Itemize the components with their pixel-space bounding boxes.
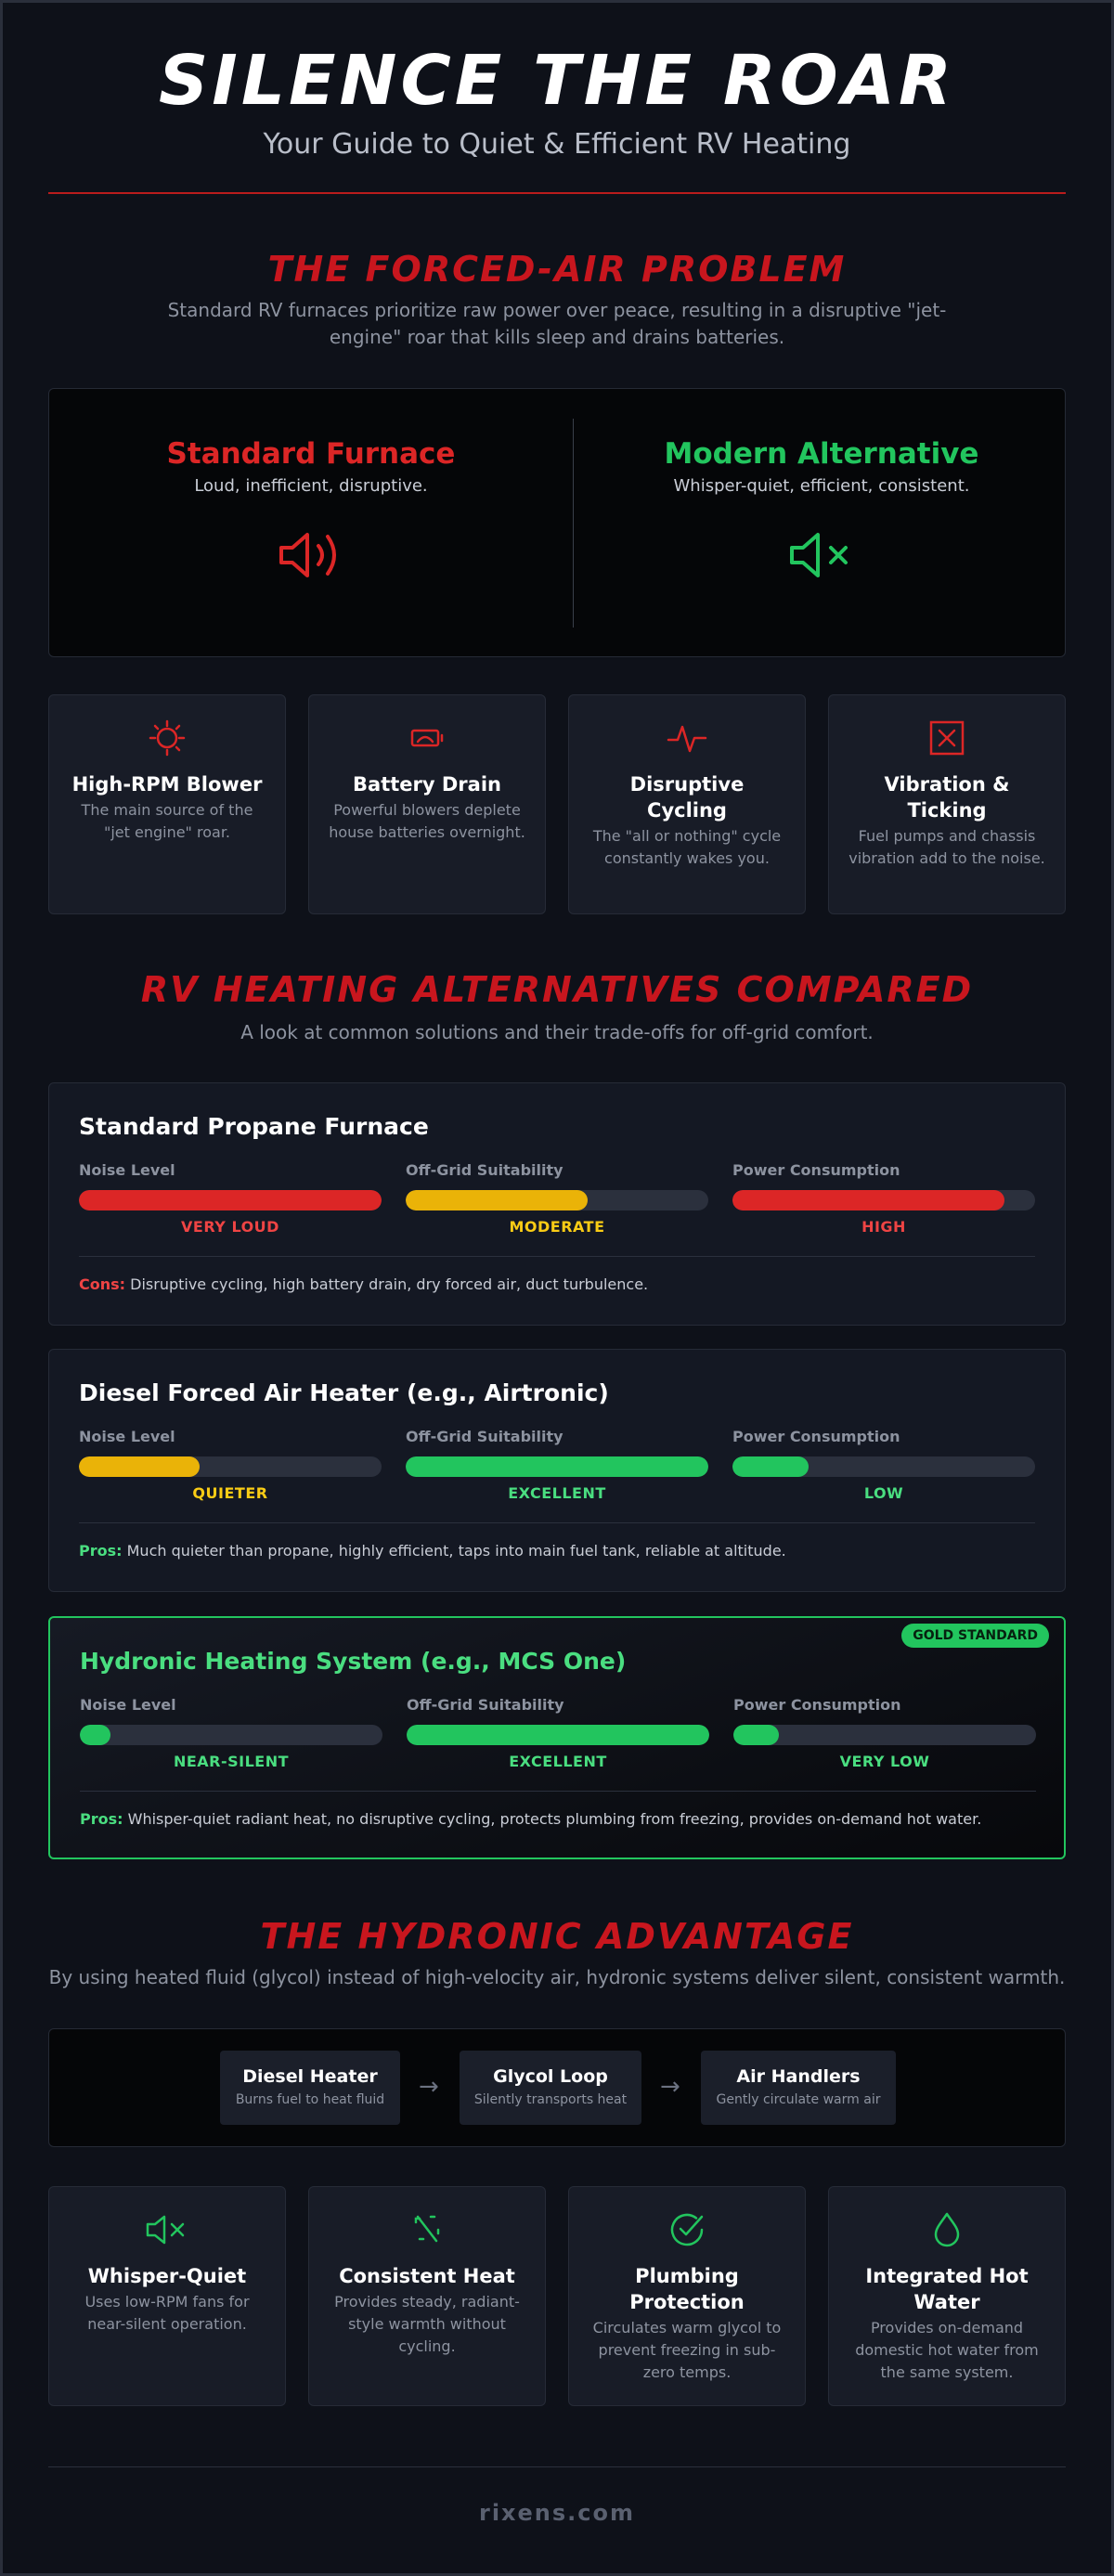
metric-fill [406, 1456, 708, 1477]
advantage-card-consistent [308, 2186, 546, 2406]
metric-label: Noise Level [79, 1161, 175, 1179]
metric-track [79, 1456, 382, 1477]
metric-value: EXCELLENT [508, 1484, 606, 1502]
card-title: High-RPM Blower [71, 773, 263, 796]
heat-slash-icon [407, 2209, 447, 2250]
note-text: Whisper-quiet radiant heat, no disruptive cycling, protects plumbing from freezing, provides on-demand hot water. [127, 1810, 982, 1828]
standard-furnace-title: Standard Furnace [166, 437, 456, 471]
metric-label: Noise Level [80, 1696, 176, 1714]
metric-fill [80, 1725, 110, 1745]
header-divider [48, 192, 1066, 194]
heater-name: Hydronic Heating System (e.g., MCS One) [80, 1648, 627, 1675]
footer-site-link[interactable]: rixens.com [478, 2500, 636, 2526]
problem-card-blower [48, 694, 286, 914]
metric [732, 1428, 1035, 1502]
metric-label: Power Consumption [732, 1161, 900, 1179]
metric [79, 1428, 382, 1502]
note-text: Disruptive cycling, high battery drain, dry forced air, duct turbulence. [130, 1275, 649, 1293]
card-desc: Fuel pumps and chassis vibration add to the noise. [848, 827, 1045, 867]
note-text: Much quieter than propane, highly efficient, taps into main fuel tank, reliable at altitude. [126, 1542, 786, 1560]
metric-fill [407, 1725, 709, 1745]
x-box-icon [926, 718, 967, 758]
pulse-icon [667, 718, 707, 758]
metric-fill [79, 1456, 200, 1477]
card-desc: The main source of the "jet engine" roar. [81, 801, 253, 841]
heater-metrics [80, 1696, 1036, 1770]
card-title: Whisper-Quiet [87, 2265, 247, 2287]
heater-panel-hydronic [48, 1616, 1066, 1859]
advantage-card-plumbing [568, 2186, 806, 2406]
flow-node-title: Glycol Loop [493, 2066, 608, 2087]
metric [733, 1696, 1036, 1770]
problem-card-cycling [568, 694, 806, 914]
metric-fill [733, 1725, 779, 1745]
heater-name: Standard Propane Furnace [79, 1113, 429, 1140]
problem-title: THE FORCED-AIR PROBLEM [267, 249, 847, 290]
metric-fill [732, 1456, 809, 1477]
card-desc: Uses low-RPM fans for near-silent operation. [84, 2293, 250, 2333]
metric-fill [406, 1190, 588, 1210]
heater-metrics [79, 1428, 1035, 1502]
heater-name: Diesel Forced Air Heater (e.g., Airtronic) [79, 1379, 609, 1406]
metric-fill [79, 1190, 382, 1210]
metric [80, 1696, 382, 1770]
heater-metrics [79, 1161, 1035, 1236]
card-title: Plumbing Protection [629, 2265, 745, 2313]
flow-node-desc: Gently circulate warm air [716, 2092, 881, 2107]
flow-node-title: Diesel Heater [242, 2066, 378, 2087]
footer-divider [48, 2466, 1066, 2467]
flow-node-air-handlers [701, 2051, 896, 2125]
flow-node-glycol-loop [460, 2051, 641, 2125]
metric-track [80, 1725, 382, 1745]
panel-divider [80, 1791, 1036, 1792]
metric-value: QUIETER [192, 1484, 268, 1502]
check-circle-icon [667, 2209, 707, 2250]
metric-track [407, 1725, 709, 1745]
metric-value: EXCELLENT [509, 1753, 607, 1770]
metric-track [406, 1190, 708, 1210]
heater-panel-diesel [48, 1349, 1066, 1592]
arrow-right-icon: → [660, 2073, 680, 2101]
furnace-comparison-panel [48, 388, 1066, 657]
metric [406, 1161, 708, 1236]
metric-label: Off-Grid Suitability [407, 1696, 564, 1714]
note-label: Pros: [79, 1542, 123, 1560]
heater-note [80, 1810, 1036, 1828]
advantage-subtitle: By using heated fluid (glycol) instead of high-velocity air, hydronic systems deliver silent, consistent warmth. [48, 1966, 1066, 1988]
metric-fill [732, 1190, 1004, 1210]
flow-node-diesel-heater [220, 2051, 400, 2125]
metric-label: Off-Grid Suitability [406, 1428, 563, 1445]
standard-furnace-column [79, 437, 543, 587]
metric-value: MODERATE [509, 1218, 605, 1236]
card-title: Vibration & Ticking [884, 773, 1010, 822]
heater-note [79, 1542, 1035, 1560]
metric-label: Off-Grid Suitability [406, 1161, 563, 1179]
metric [79, 1161, 382, 1236]
metric-label: Noise Level [79, 1428, 175, 1445]
problem-subtitle: Standard RV furnaces prioritize raw power over peace, resulting in a disruptive "jet-engine" roar that kills sleep and drains batteries. [167, 299, 947, 348]
card-title: Integrated Hot Water [865, 2265, 1029, 2313]
flow-node-title: Air Handlers [736, 2066, 861, 2087]
metric-track [79, 1190, 382, 1210]
alternatives-title: RV HEATING ALTERNATIVES COMPARED [140, 969, 974, 1010]
metric [406, 1428, 708, 1502]
metric-label: Power Consumption [732, 1428, 900, 1445]
metric-track [732, 1456, 1035, 1477]
card-title: Disruptive Cycling [629, 773, 745, 822]
problem-card-vibration [828, 694, 1066, 914]
hydronic-flow-diagram [48, 2028, 1066, 2147]
note-label: Cons: [79, 1275, 126, 1293]
panel-divider [79, 1256, 1035, 1257]
speaker-mute-icon [144, 2209, 190, 2250]
metric-value: LOW [863, 1484, 904, 1502]
metric-track [732, 1190, 1035, 1210]
page-subtitle: Your Guide to Quiet & Efficient RV Heating [263, 128, 851, 161]
metric-track [733, 1725, 1036, 1745]
metric-value: VERY LOUD [181, 1218, 279, 1236]
metric-track [406, 1456, 708, 1477]
metric-label: Power Consumption [733, 1696, 901, 1714]
speaker-loud-icon [274, 527, 348, 583]
page-title: SILENCE THE ROAR [159, 41, 955, 121]
modern-alternative-desc: Whisper-quiet, efficient, consistent. [673, 476, 970, 496]
advantage-card-hot-water [828, 2186, 1066, 2406]
card-title: Consistent Heat [339, 2265, 515, 2287]
advantage-title: THE HYDRONIC ADVANTAGE [260, 1916, 854, 1957]
fan-icon [147, 718, 188, 758]
note-label: Pros: [80, 1810, 123, 1828]
card-desc: Circulates warm glycol to prevent freezing in sub-zero temps. [592, 2319, 782, 2381]
arrow-right-icon: → [419, 2073, 439, 2101]
heater-panel-propane [48, 1082, 1066, 1326]
modern-alternative-column [589, 437, 1054, 587]
card-desc: Provides steady, radiant-style warmth without cycling. [334, 2293, 520, 2355]
panel-divider [79, 1522, 1035, 1523]
flow-node-desc: Silently transports heat [473, 2092, 628, 2107]
metric-value: NEAR-SILENT [173, 1753, 290, 1770]
metric-value: HIGH [861, 1218, 906, 1236]
comparison-divider [573, 419, 574, 628]
card-desc: Provides on-demand domestic hot water from the same system. [855, 2319, 1039, 2381]
standard-furnace-desc: Loud, inefficient, disruptive. [194, 476, 428, 496]
speaker-mute-icon [784, 527, 859, 583]
problem-card-battery [308, 694, 546, 914]
card-desc: The "all or nothing" cycle constantly wakes you. [592, 827, 782, 867]
metric [732, 1161, 1035, 1236]
droplet-icon [926, 2209, 967, 2250]
metric [407, 1696, 709, 1770]
heater-note [79, 1275, 1035, 1293]
advantage-card-quiet [48, 2186, 286, 2406]
flow-node-desc: Burns fuel to heat fluid [235, 2092, 385, 2107]
metric-value: VERY LOW [839, 1753, 930, 1770]
battery-drain-icon [407, 718, 447, 758]
card-title: Battery Drain [353, 773, 501, 796]
alternatives-subtitle: A look at common solutions and their trade-offs for off-grid comfort. [240, 1021, 874, 1043]
card-desc: Powerful blowers deplete house batteries overnight. [329, 801, 525, 841]
gold-standard-badge: GOLD STANDARD [901, 1624, 1049, 1648]
modern-alternative-title: Modern Alternative [664, 437, 979, 471]
